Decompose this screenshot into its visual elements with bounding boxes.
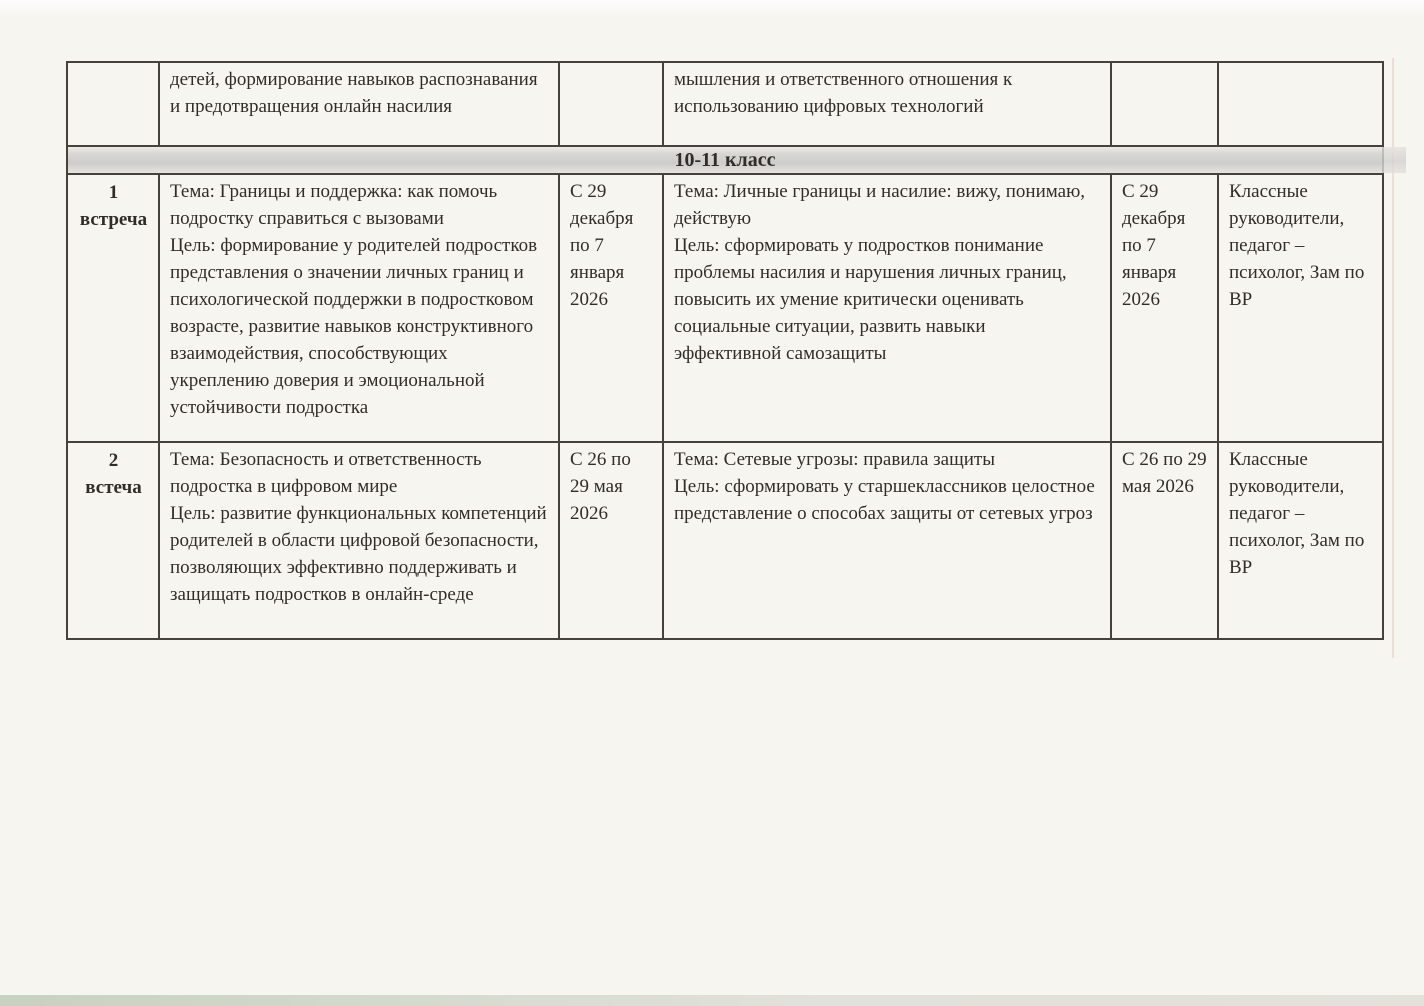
parents-tsel-text: Цель: формирование у родителей подростков представления о значении личных границ и психологической поддержки в подростковом возрасте, развитие навыков конструктивного взаимодействия, способствующих укреплению доверия и эмоциональной устойчивости подростка (170, 235, 538, 418)
meeting-number: 2 (108, 450, 119, 471)
students-tema-text: Тема: Сетевые угрозы: правила защиты (674, 449, 995, 470)
meeting-number-label: встеча (85, 477, 142, 498)
meeting-number-label: встреча (79, 209, 148, 230)
parents-topic-cell (159, 174, 559, 442)
table-row-continuation (67, 62, 1383, 146)
parents-tema-text: Тема: Безопасность и ответственность подростка в цифровом мире (170, 449, 482, 497)
students-topic-cell (663, 442, 1111, 639)
parents-date-cell (559, 62, 663, 146)
section-header-grade-band: 10-11 класс (67, 146, 1383, 174)
responsible-text: Классные руководители, педагог – психолог, Зам по ВР (1229, 449, 1365, 578)
parents-tema-text: Тема: Границы и поддержка: как помочь подростку справиться с вызовами (170, 181, 498, 229)
parents-tsel-text: Цель: развитие функциональных компетенций родителей в области цифровой безопасности, позволяющих эффективно поддерживать и защищать подростков в онлайн-среде (170, 503, 547, 605)
responsible-text: Классные руководители, педагог – психолог, Зам по ВР (1229, 181, 1365, 310)
students-date-cell (1111, 442, 1218, 639)
students-date-cell (1111, 174, 1218, 442)
students-tsel-text: Цель: сформировать у подростков понимание проблемы насилия и нарушения личных границ, повысить их умение критически оценивать социальные ситуации, развить навыки эффективной самозащиты (674, 235, 1067, 364)
parents-date-text: С 26 по 29 мая 2026 (570, 449, 631, 524)
meeting-number: 1 (108, 182, 119, 203)
responsible-cell (1218, 174, 1383, 442)
students-topic-cell (663, 62, 1111, 146)
parents-date-cell (559, 174, 663, 442)
parents-topic-cell (159, 442, 559, 639)
students-topic-cell (663, 174, 1111, 442)
meeting-number-cell (67, 174, 159, 442)
table-row-meeting-2 (67, 442, 1383, 639)
students-tsel-text: Цель: сформировать у старшеклассников целостное представление о способах защиты от сетевых угроз (674, 476, 1095, 524)
students-date-text: С 26 по 29 мая 2026 (1122, 449, 1207, 497)
scan-edge-bottom (0, 995, 1424, 1006)
students-date-cell (1111, 62, 1218, 146)
section-header-row (67, 146, 1383, 174)
parents-date-cell (559, 442, 663, 639)
students-tema-text: Тема: Личные границы и насилие: вижу, понимаю, действую (674, 181, 1086, 229)
table-row-meeting-1 (67, 174, 1383, 442)
meeting-number-cell (67, 442, 159, 639)
continuation-students-text: мышления и ответственного отношения к использованию цифровых технологий (674, 69, 1013, 117)
responsible-cell (1218, 442, 1383, 639)
continuation-parents-text: детей, формирование навыков распознавания и предотвращения онлайн насилия (170, 69, 538, 117)
meeting-number-cell (67, 62, 159, 146)
responsible-cell (1218, 62, 1383, 146)
students-date-text: С 29 декабря по 7 января 2026 (1122, 181, 1186, 310)
parents-date-text: С 29 декабря по 7 января 2026 (570, 181, 634, 310)
meetings-plan-table (66, 61, 1384, 640)
parents-topic-cell (159, 62, 559, 146)
scan-edge-top (0, 0, 1424, 16)
scan-artifact-band-bleed (1382, 147, 1406, 173)
